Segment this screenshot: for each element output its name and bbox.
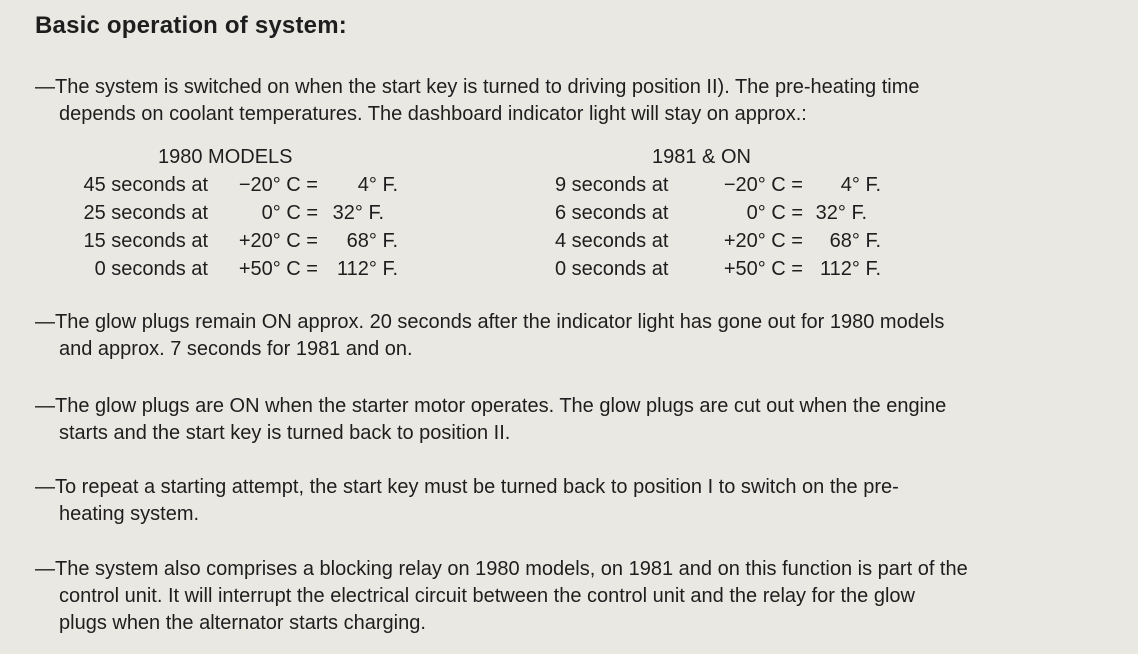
celsius-cell: 0° C =	[746, 202, 803, 224]
seconds-cell: 6 seconds at	[555, 202, 669, 224]
table-1980-models	[60, 143, 480, 283]
fahrenheit-cell: 32° F.	[332, 202, 384, 224]
table-row	[555, 227, 975, 255]
celsius-cell: +20° C =	[723, 230, 803, 252]
table-1981-title: 1981 & ON	[652, 146, 751, 168]
fahrenheit-cell: 4° F.	[357, 174, 398, 196]
celsius-cell: +20° C =	[238, 230, 318, 252]
paragraph-line: plugs when the alternator starts charging.	[59, 612, 426, 634]
paragraph-line: —The glow plugs are ON when the starter motor operates. The glow plugs are cut out when the engine	[35, 395, 947, 417]
paragraph-line: heating system.	[59, 503, 200, 525]
paragraph-blocking-relay	[35, 556, 1125, 637]
paragraph-line: starts and the start key is turned back to position II.	[59, 422, 511, 444]
fahrenheit-cell: 112° F.	[337, 258, 398, 280]
seconds-cell: 15 seconds at	[83, 230, 208, 252]
intro-paragraph	[35, 74, 1125, 128]
table-1981-models	[555, 143, 975, 283]
seconds-cell: 4 seconds at	[555, 230, 669, 252]
table-row	[555, 171, 975, 199]
fahrenheit-cell: 112° F.	[820, 258, 881, 280]
paragraph-line: —To repeat a starting attempt, the start key must be turned back to position I to switch on the pre-	[35, 476, 899, 498]
seconds-cell: 0 seconds at	[94, 258, 208, 280]
table-row	[555, 199, 975, 227]
fahrenheit-cell: 68° F.	[829, 230, 881, 252]
celsius-cell: +50° C =	[238, 258, 318, 280]
table-row	[60, 171, 480, 199]
table-row	[60, 199, 480, 227]
fahrenheit-cell: 4° F.	[840, 174, 881, 196]
paragraph-line: and approx. 7 seconds for 1981 and on.	[59, 338, 413, 360]
celsius-cell: −20° C =	[238, 174, 318, 196]
intro-line-1: —The system is switched on when the start key is turned to driving position II). The pre-heating time	[35, 76, 920, 98]
celsius-cell: +50° C =	[723, 258, 803, 280]
fahrenheit-cell: 32° F.	[815, 202, 867, 224]
paragraph-starter-motor	[35, 393, 1125, 447]
seconds-cell: 0 seconds at	[555, 258, 669, 280]
table-row	[60, 255, 480, 283]
seconds-cell: 9 seconds at	[555, 174, 669, 196]
seconds-cell: 25 seconds at	[83, 202, 208, 224]
celsius-cell: 0° C =	[261, 202, 318, 224]
paragraph-line: control unit. It will interrupt the electrical circuit between the control unit and the relay for the glow	[59, 585, 915, 607]
paragraph-glow-plugs-remain-on	[35, 309, 1125, 363]
paragraph-repeat-start	[35, 474, 1125, 528]
paragraph-line: —The glow plugs remain ON approx. 20 seconds after the indicator light has gone out for 1980 models	[35, 311, 945, 333]
table-1980-title: 1980 MODELS	[158, 146, 293, 168]
paragraph-line: —The system also comprises a blocking relay on 1980 models, on 1981 and on this function is part of the	[35, 558, 968, 580]
page-heading: Basic operation of system:	[35, 12, 347, 39]
intro-line-2: depends on coolant temperatures. The dashboard indicator light will stay on approx.:	[59, 103, 807, 125]
table-row	[60, 227, 480, 255]
celsius-cell: −20° C =	[723, 174, 803, 196]
seconds-cell: 45 seconds at	[83, 174, 208, 196]
fahrenheit-cell: 68° F.	[346, 230, 398, 252]
table-row	[555, 255, 975, 283]
